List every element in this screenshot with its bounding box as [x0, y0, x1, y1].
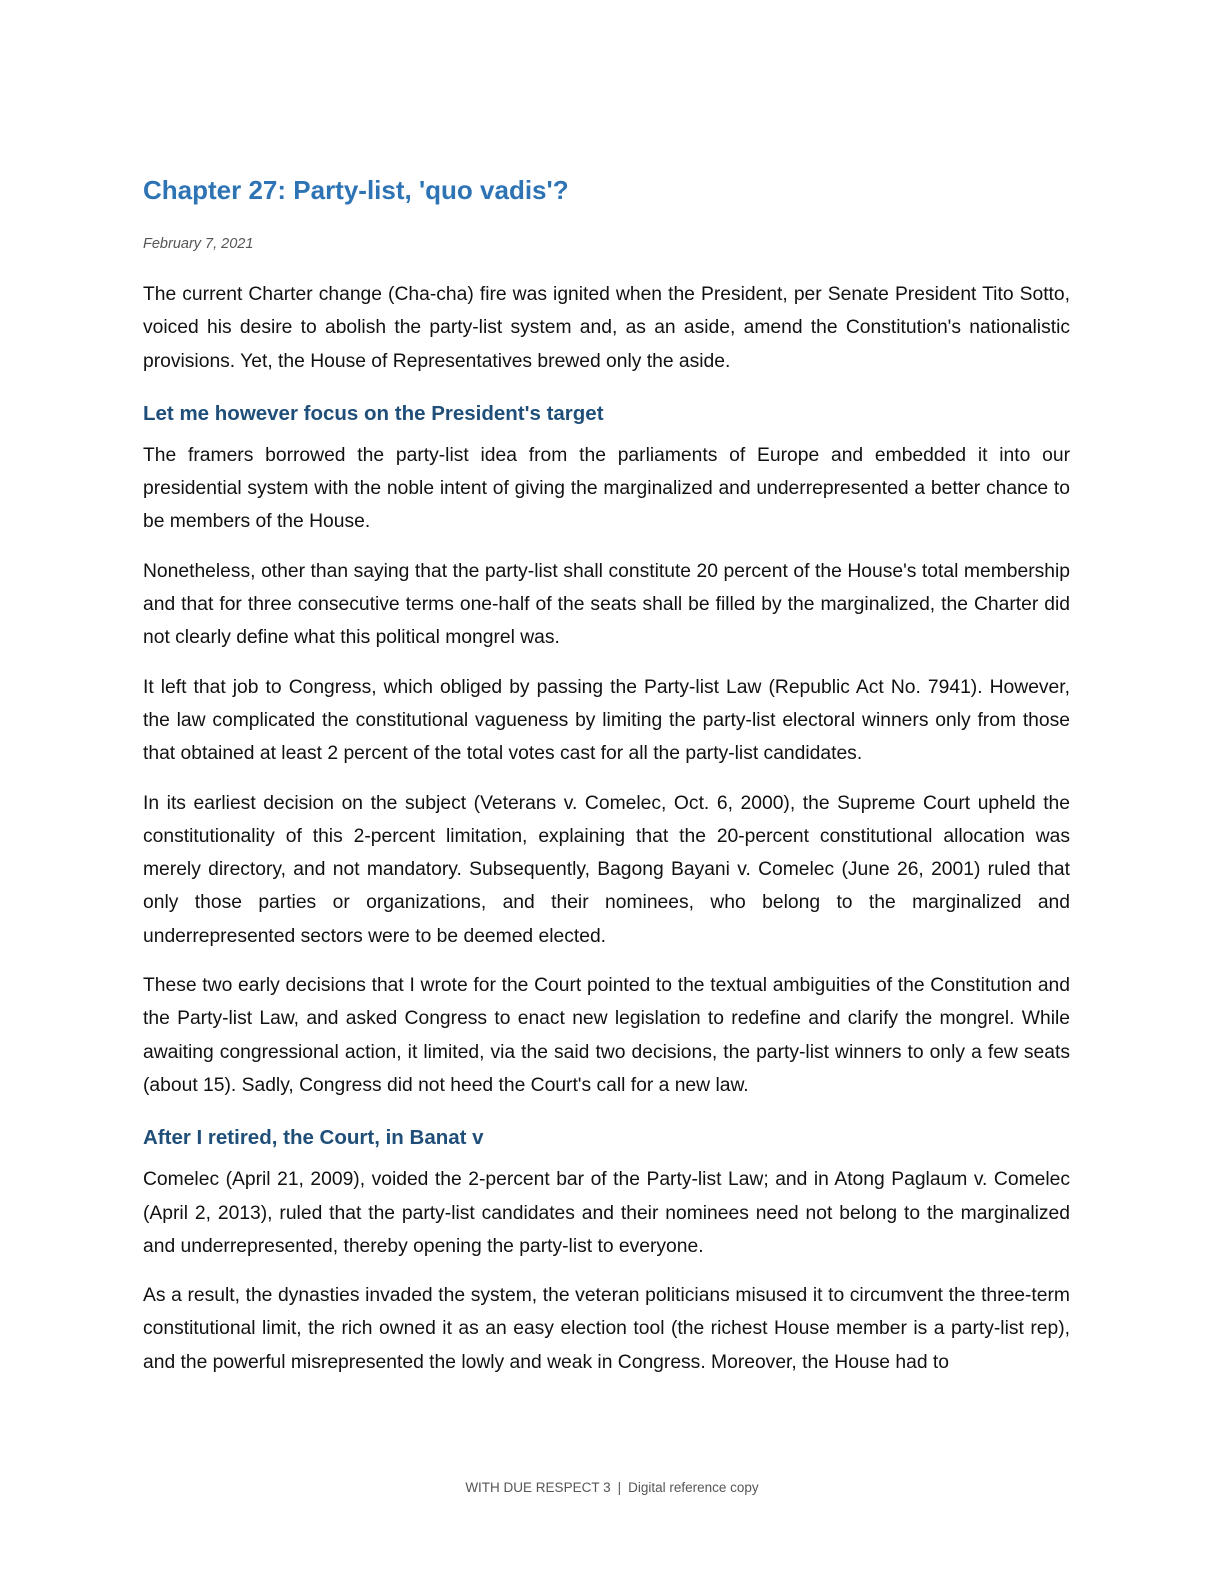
paragraph-7: Comelec (April 21, 2009), voided the 2-percent bar of the Party-list Law; and in Atong Paglaum v. Comelec (April 2, 2013), ruled that the party-list candidates and their nominees need not belong to the marginalized and underrepresented, thereby opening the party-list to everyone. — [143, 1169, 1070, 1257]
footer-book-title: WITH DUE RESPECT 3 — [465, 1480, 611, 1495]
paragraph-8: As a result, the dynasties invaded the system, the veteran politicians misused it to circumvent the three-term constitutional limit, the rich owned it as an easy election tool (the richest House member is a party-list rep), and the powerful misrepresented the lowly and weak in Congress. Moreover, the House had to — [143, 1285, 1070, 1373]
publication-date: February 7, 2021 — [143, 236, 254, 252]
paragraph-5: In its earliest decision on the subject (Veterans v. Comelec, Oct. 6, 2000), the Supreme Court upheld the constitutionality of this 2-percent limitation, explaining that the 20-percent constitutional allocation was merely directory, and not mandatory. Subsequently, Bagong Bayani v. Comelec (June 26, 2001) ruled that only those parties or organizations, and their nominees, who belong to the marginalized and underrepresented sectors were to be deemed elected. — [143, 792, 1070, 947]
footer-separator: | — [617, 1480, 622, 1495]
paragraph-3: Nonetheless, other than saying that the party-list shall constitute 20 percent of the House's total membership and that for three consecutive terms one-half of the seats shall be filled by the marginalized, the Charter did not clearly define what this political mongrel was. — [143, 560, 1070, 649]
subheading-1: Let me however focus on the President's target — [143, 401, 604, 425]
chapter-title: Chapter 27: Party-list, 'quo vadis'? — [143, 175, 569, 205]
page-footer — [0, 1478, 1224, 1498]
subheading-2: After I retired, the Court, in Banat v — [143, 1126, 484, 1150]
paragraph-6: These two early decisions that I wrote for the Court pointed to the textual ambiguities of the Constitution and the Party-list Law, and asked Congress to enact new legislation to redefine and clarify the mongrel. While awaiting congressional action, it limited, via the said two decisions, the party-list winners to only a few seats (about 15). Sadly, Congress did not heed the Court's call for a new law. — [143, 975, 1070, 1096]
paragraph-2: The framers borrowed the party-list idea from the parliaments of Europe and embedded it into our presidential system with the noble intent of giving the marginalized and underrepresented a better chance to be members of the House. — [143, 444, 1070, 533]
document-page — [143, 168, 1070, 1395]
footer-note: Digital reference copy — [628, 1480, 759, 1495]
paragraph-1: The current Charter change (Cha-cha) fire was ignited when the President, per Senate President Tito Sotto, voiced his desire to abolish the party-list system and, as an aside, amend the Constitution's nationalistic provisions. Yet, the House of Representatives brewed only the aside. — [143, 284, 1070, 372]
paragraph-4: It left that job to Congress, which obliged by passing the Party-list Law (Republic Act No. 7941). However, the law complicated the constitutional vagueness by limiting the party-list electoral winners only from those that obtained at least 2 percent of the total votes cast for all the party-list candidates. — [143, 676, 1070, 765]
